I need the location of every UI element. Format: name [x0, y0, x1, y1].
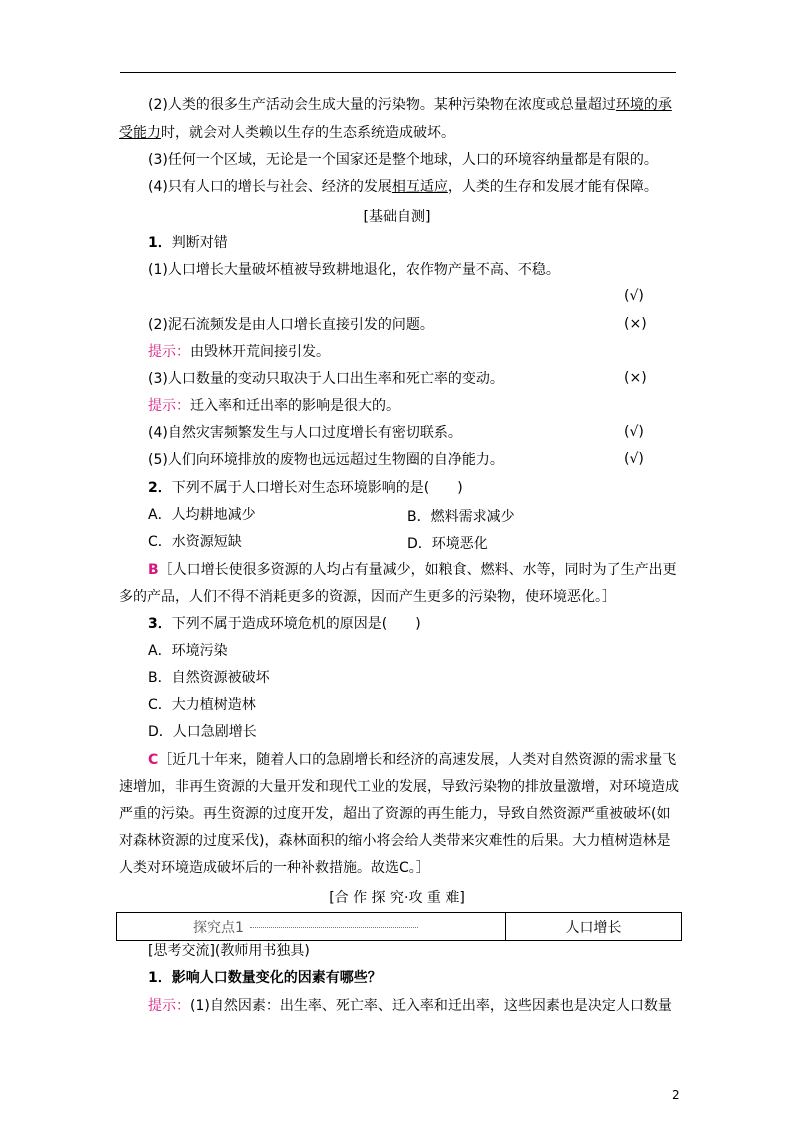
judgment-1: (1)人口增长大量破坏植被导致耕地退化，农作物产量不高、不稳。	[148, 262, 560, 278]
inquiry-point-label: 探究点1	[193, 919, 244, 936]
q2-option-a: A．人均耕地减少	[148, 507, 256, 523]
page-number: 2	[672, 1088, 680, 1102]
paragraph-3: (3)任何一个区域，无论是一个国家还是整个地球，人口的环境容纳量都是有限的。	[148, 152, 658, 168]
judgment-1-mark: (√)	[624, 288, 644, 304]
hint-text: 迁入率和迁出率的影响是很大的。	[190, 398, 400, 414]
q3-option-c: C．大力植树造林	[148, 697, 256, 713]
hint-label: 提示：	[148, 398, 190, 414]
q2-option-d: D．环境恶化	[407, 536, 488, 552]
judgment-5: (5)人们向环境排放的废物也远远超过生物圈的自净能力。	[148, 452, 504, 468]
iq1-stem: 影响人口数量变化的因素有哪些？	[171, 970, 382, 986]
p2-text-b: 时，就会对人类赖以生存的生态系统造成破坏。	[161, 125, 455, 141]
p4-text-b: ，人类的生存和发展才能有保障。	[447, 179, 658, 195]
hint-text: 由毁林开荒间接引发。	[190, 344, 330, 360]
judgment-4-mark: (√)	[624, 424, 644, 440]
q3-stem: 下列不属于造成环境危机的原因是( )	[171, 616, 421, 632]
hint-label: 提示：	[148, 344, 190, 360]
paragraph-2-line-2	[119, 124, 679, 142]
q1-number: 1．	[148, 235, 172, 251]
paragraph-4	[148, 178, 708, 196]
q3-number: 3．	[148, 616, 172, 632]
judgment-4: (4)自然灾害频繁发生与人口过度增长有密切联系。	[148, 425, 462, 441]
q2-answer-text: ［人口增长使很多资源的人均占有量减少，如粮食、燃料、水等，同时为了生产出更	[158, 562, 677, 578]
q3-answer-line-5: 人类对环境造成破坏后的一种补救措施。故选C。］	[119, 860, 430, 876]
q3-answer-line-4: 对森林资源的过度采伐)，森林面积的缩小将会给人类带来灾难性的后果。大力植树造林是	[119, 833, 671, 849]
think-exchange-heading: [思考交流](教师用书独具)	[148, 943, 310, 959]
judgment-3: (3)人口数量的变动只取决于人口出生率和死亡率的变动。	[148, 371, 504, 387]
judgment-2-mark: (×)	[624, 316, 647, 332]
q2-number: 2．	[148, 480, 172, 496]
p4-text-a: (4)只有人口的增长与社会、经济的发展	[148, 179, 392, 195]
judgment-3-hint	[148, 397, 708, 415]
question-2	[148, 479, 708, 497]
q3-answer-line-2: 速增加，非再生资源的大量开发和现代工业的发展，导致污染物的排放量激增，对环境造成	[119, 779, 679, 795]
p4-underlined: 相互适应	[391, 179, 448, 195]
dotted-leader	[250, 927, 418, 928]
iq1-number: 1．	[148, 970, 172, 986]
section-heading-basic-test: [基础自测]	[363, 209, 431, 225]
section-heading-cooperative-inquiry: [合 作 探 究·攻 重 难]	[329, 890, 465, 906]
question-3	[148, 615, 708, 633]
judgment-2: (2)泥石流频发是由人口增长直接引发的问题。	[148, 317, 434, 333]
p2-underlined-a: 环境的承	[615, 97, 672, 113]
inquiry-point-title: 人口增长	[565, 919, 622, 936]
q2-answer-letter: B	[148, 562, 159, 578]
hint-label: 提示：	[148, 998, 190, 1014]
q3-answer-line-1	[148, 751, 708, 769]
q3-option-b: B．自然资源被破坏	[148, 670, 270, 686]
q2-answer-line-1	[148, 561, 708, 579]
q2-stem: 下列不属于人口增长对生态环境影响的是( )	[171, 480, 463, 496]
inquiry-hint-1	[148, 997, 708, 1015]
q2-option-b: B．燃料需求减少	[407, 509, 515, 525]
q3-answer-line-3: 严重的污染。再生资源的过度开发，超出了资源的再生能力，导致自然资源严重被破坏(如	[119, 806, 671, 822]
inquiry-point-label-cell	[117, 913, 506, 941]
q3-answer-text: ［近几十年来，随着人口的急剧增长和经济的高速发展，人类对自然资源的需求量飞	[158, 752, 677, 768]
hint-text: (1)自然因素：出生率、死亡率、迁入率和迁出率，这些因素也是决定人口数量	[190, 998, 672, 1014]
q2-answer-line-2: 多的产品，人们不得不消耗更多的资源，因而产生更多的污染物，使环境恶化。］	[119, 589, 616, 605]
q3-option-a: A．环境污染	[148, 643, 228, 659]
p2-underlined-b: 受能力	[119, 125, 161, 141]
judgment-3-mark: (×)	[624, 370, 647, 386]
q2-option-c: C．水资源短缺	[148, 534, 242, 550]
inquiry-point-table	[116, 912, 682, 941]
q3-answer-letter: C	[148, 752, 159, 768]
judgment-2-hint	[148, 343, 708, 361]
q3-option-d: D．人口急剧增长	[148, 724, 257, 740]
judgment-5-mark: (√)	[624, 451, 644, 467]
inquiry-point-title-cell	[506, 913, 682, 941]
paragraph-2-line-1	[148, 96, 708, 114]
header-rule	[120, 72, 676, 73]
p2-text-a: (2)人类的很多生产活动会生成大量的污染物。某种污染物在浓度或总量超过	[148, 97, 616, 113]
question-1	[148, 234, 708, 252]
q1-title: 判断对错	[171, 235, 228, 251]
inquiry-question-1	[148, 969, 708, 987]
